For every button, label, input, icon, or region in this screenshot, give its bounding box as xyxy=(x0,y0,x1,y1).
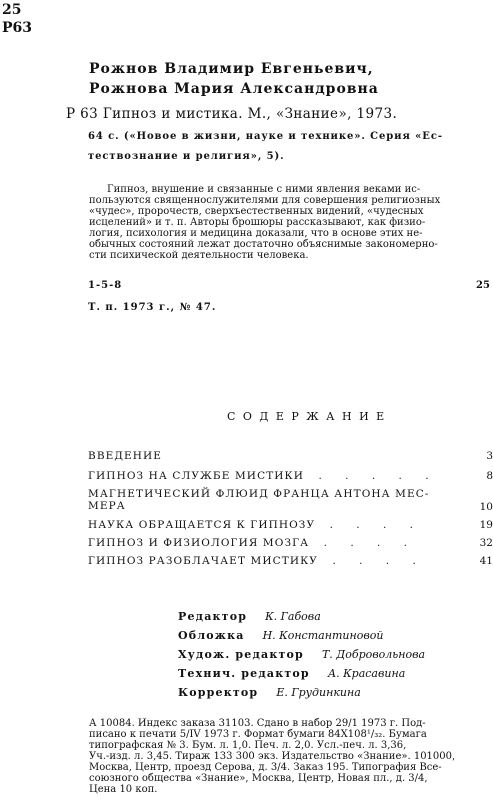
bbk-index: Р63 xyxy=(2,20,33,36)
author-1: Рожнов Владимир Евгеньевич, xyxy=(89,61,374,77)
credit-name: Н. Константиновой xyxy=(262,629,384,642)
toc-entry-title: НАУКА ОБРАЩАЕТСЯ К ГИПНОЗУ xyxy=(88,519,316,531)
toc-entry-page: 10 xyxy=(479,501,493,513)
toc-leader-dots: . . . . xyxy=(329,519,423,531)
abstract-line: «чудес», пророчеств, сверхъестественных видений, «чудесных xyxy=(89,206,424,217)
toc-entry xyxy=(88,470,493,482)
credit-name: К. Габова xyxy=(265,610,321,623)
imprint-line: типографская № 3. Бум. л. 1,0. Печ. л. 2,0. Усл.-печ. л. 3,36, xyxy=(89,740,407,751)
abstract-line: логия, психология и медицина доказали, что в основе этих не- xyxy=(89,228,423,239)
toc-entry-title: ГИПНОЗ И ФИЗИОЛОГИЯ МОЗГА xyxy=(88,537,310,549)
credit-art-editor xyxy=(178,648,425,661)
credit-role: Обложка xyxy=(178,629,245,642)
catalog-code: 1-5-8 xyxy=(88,280,123,291)
toc-entry-page: 8 xyxy=(486,470,493,482)
credit-proofreader xyxy=(178,686,361,699)
toc-leader-dots: . . . . xyxy=(332,555,426,567)
imprint-line: Москва, Центр, проезд Серова, д. 3/4. Заказ 195. Типография Все- xyxy=(89,762,442,773)
credit-role: Технич. редактор xyxy=(178,667,310,680)
abstract-line: пользуются священнослужителями для совершения религиозных xyxy=(89,195,441,206)
toc-entry-title: ГИПНОЗ НА СЛУЖБЕ МИСТИКИ xyxy=(88,470,305,482)
abstract-line: исцелений» и т. п. Авторы брошюры рассказывают, как физио- xyxy=(89,217,426,228)
toc-entry-title: МАГНЕТИЧЕСКИЙ ФЛЮИД ФРАНЦА АНТОНА МЕС- xyxy=(88,488,430,500)
toc-entry-page: 3 xyxy=(486,450,493,462)
toc-entry xyxy=(88,488,493,500)
imprint-line: Цена 10 коп. xyxy=(89,784,158,795)
author-2: Рожнова Мария Александровна xyxy=(89,81,379,97)
toc-entry-page: 19 xyxy=(479,519,493,531)
imprint-line: союзного общества «Знание», Москва, Центр, Новая пл., д. 3/4, xyxy=(89,773,428,784)
toc-leader-dots: . . . . xyxy=(323,537,418,549)
abstract-line: Гипноз, внушение и связанные с ними явления веками ис- xyxy=(107,184,421,195)
imprint-line: Уч.-изд. л. 3,45. Тираж 133 300 экз. Издательство «Знание». 101000, xyxy=(89,751,456,762)
toc-leader-dots: . . . . . xyxy=(318,470,439,482)
biblio-series-line-2: тествознание и религия», 5). xyxy=(88,151,285,162)
credit-editor xyxy=(178,610,321,623)
toc-entry-page: 41 xyxy=(479,555,493,567)
credit-tech-editor xyxy=(178,667,405,680)
biblio-series-line-1: 64 с. («Новое в жизни, науке и технике». Серия «Ес- xyxy=(88,131,443,142)
udc-index: 25 xyxy=(2,2,22,18)
toc-entry-page: 32 xyxy=(479,537,493,549)
credit-role: Редактор xyxy=(178,610,248,623)
toc-entry-title: ГИПНОЗ РАЗОБЛАЧАЕТ МИСТИКУ xyxy=(88,555,318,567)
toc-entry-title-cont: МЕРА xyxy=(88,500,126,512)
publishing-plan: Т. п. 1973 г., № 47. xyxy=(88,302,217,313)
toc-entry xyxy=(88,450,493,462)
biblio-title-line: Р 63 Гипноз и мистика. М., «Знание», 1973. xyxy=(66,106,398,122)
credit-cover xyxy=(178,629,383,642)
imprint-line: писано к печати 5/IV 1973 г. Формат бумаги 84X108¹/₃₂. Бумага xyxy=(89,729,427,740)
catalog-code-right: 25 xyxy=(476,280,490,291)
toc-entry xyxy=(88,500,493,512)
credit-role: Корректор xyxy=(178,686,259,699)
abstract-line: обычных состояний лежат достаточно объяснимые закономерно- xyxy=(89,239,438,250)
contents-heading: СОДЕРЖАНИЕ xyxy=(227,410,392,423)
credit-name: Т. Добровольнова xyxy=(321,648,426,661)
toc-entry-title: ВВЕДЕНИЕ xyxy=(88,450,163,462)
toc-entry xyxy=(88,519,493,531)
credit-name: Е. Грудинкина xyxy=(276,686,361,699)
toc-entry xyxy=(88,555,493,567)
abstract-line: сти психической деятельности человека. xyxy=(89,250,309,261)
toc-entry xyxy=(88,537,493,549)
credit-name: А. Красавина xyxy=(327,667,406,680)
credit-role: Худож. редактор xyxy=(178,648,304,661)
imprint-line: А 10084. Индекс заказа 31103. Сдано в набор 29/1 1973 г. Под- xyxy=(89,718,426,729)
